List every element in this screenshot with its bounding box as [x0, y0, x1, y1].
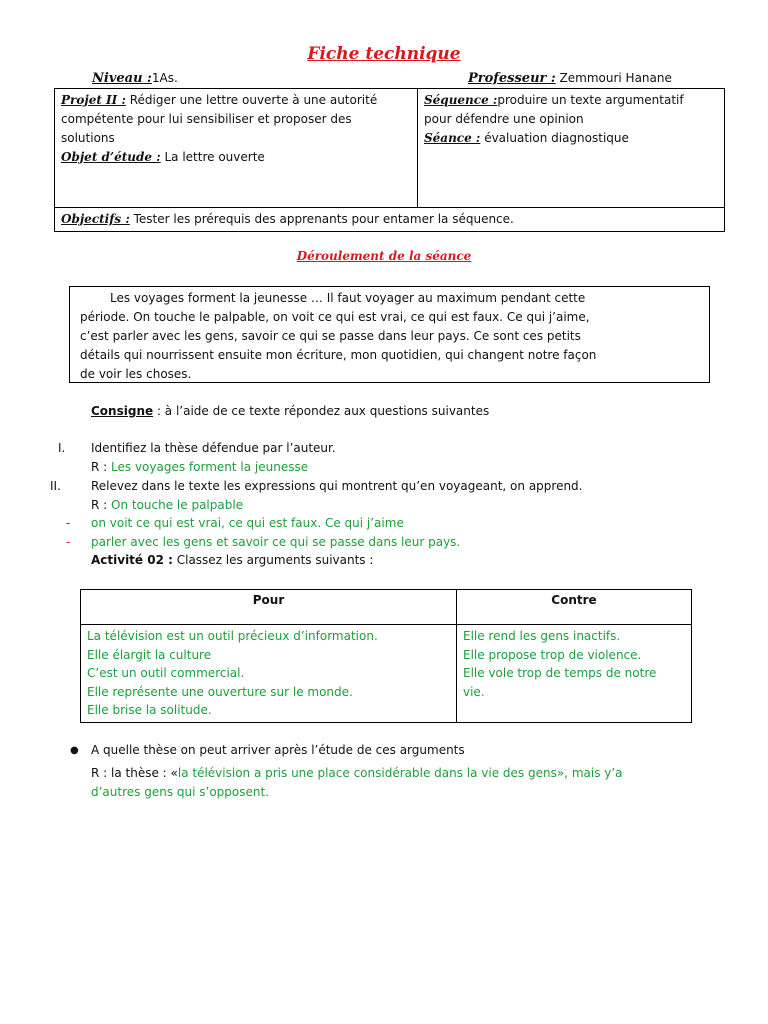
q1-answer: Les voyages forment la jeunesse — [111, 460, 309, 474]
niveau-label: Niveau : — [92, 71, 152, 86]
page-title: Fiche technique — [307, 44, 461, 64]
text-line: période. On touche le palpable, on voit ce qui est vrai, ce qui est faux. Ce qui j’aime, — [80, 310, 590, 324]
final-answer-line — [91, 764, 623, 783]
seance-value: évaluation diagnostique — [484, 131, 629, 145]
final-question: A quelle thèse on peut arriver après l’étude de ces arguments — [91, 743, 465, 757]
q2-r-label: R : — [91, 498, 112, 512]
pour-item: C’est un outil commercial. — [87, 666, 245, 680]
objectifs-value: Tester les prérequis des apprenants pour entamer la séquence. — [133, 212, 514, 226]
q1-question: Identifiez la thèse défendue par l’auteur. — [91, 441, 336, 455]
text-line: Les voyages forment la jeunesse … Il faut voyager au maximum pendant cette — [110, 291, 586, 305]
text-box — [69, 286, 710, 383]
consigne-line — [91, 402, 489, 421]
pour-item: Elle représente une ouverture sur le monde. — [87, 684, 353, 699]
q1-number: I. — [58, 441, 66, 455]
text-line: de voir les choses. — [80, 367, 192, 381]
sequence-label: Séquence : — [424, 93, 498, 107]
q1-r-label: R : — [91, 460, 112, 474]
q2-answer: On touche le palpable — [111, 498, 244, 512]
consigne-text: : à l’aide de ce texte répondez aux questions suivantes — [153, 404, 490, 418]
final-answer-1: la télévision a pris une place considérable dans la vie des gens», mais y’a — [177, 766, 623, 780]
pour-item: Elle élargit la culture — [87, 647, 212, 662]
dash-marker: - — [66, 516, 71, 530]
q2-dash-item: parler avec les gens et savoir ce qui se passe dans leur pays. — [91, 535, 461, 549]
projet-line-2: solutions — [61, 131, 115, 145]
objectifs-label: Objectifs : — [61, 212, 130, 226]
contre-item: vie. — [463, 684, 485, 699]
objet-label: Objet d’étude : — [61, 150, 161, 164]
activite-label: Activité 02 : — [91, 553, 173, 567]
projet-line-1: compétente pour lui sensibiliser et proposer des — [61, 112, 352, 126]
contre-cell — [457, 625, 692, 723]
q2-question: Relevez dans le texte les expressions qui montrent qu’en voyageant, on apprend. — [91, 479, 583, 493]
professeur-label: Professeur : — [468, 71, 556, 86]
contre-item: Elle vole trop de temps de notre — [463, 666, 657, 680]
final-answer-2: d’autres gens qui s’opposent. — [91, 785, 270, 799]
niveau-line — [92, 69, 178, 88]
q2-dash-item: on voit ce qui est vrai, ce qui est faux. Ce qui j’aime — [91, 516, 404, 530]
contre-item: Elle rend les gens inactifs. — [463, 629, 621, 643]
projet-label: Projet II : — [61, 93, 126, 107]
activite-line — [91, 551, 373, 570]
info-table — [54, 88, 725, 232]
contre-header: Contre — [457, 590, 692, 625]
professeur-value: Zemmouri Hanane — [559, 71, 672, 85]
text-line: détails qui nourrissent ensuite mon écriture, mon quotidien, qui changent notre façon — [80, 348, 597, 362]
pour-cell — [81, 625, 457, 723]
pour-header: Pour — [81, 590, 457, 625]
contre-item: Elle propose trop de violence. — [463, 647, 642, 662]
activite-text: Classez les arguments suivants : — [172, 553, 374, 567]
bullet-marker: ● — [70, 745, 79, 756]
projet-line-0: Rédiger une lettre ouverte à une autorité — [129, 93, 378, 107]
arguments-table — [80, 589, 692, 723]
niveau-value: 1As. — [151, 71, 178, 85]
sequence-line-1: pour défendre une opinion — [424, 112, 584, 126]
deroulement-heading: Déroulement de la séance — [296, 249, 472, 263]
q2-number: II. — [50, 479, 61, 493]
pour-item: La télévision est un outil précieux d’information. — [87, 629, 378, 643]
consigne-label: Consigne — [91, 404, 154, 418]
sequence-cell — [418, 89, 725, 208]
sequence-line-0: produire un texte argumentatif — [497, 93, 684, 107]
seance-label: Séance : — [424, 131, 481, 145]
text-line: c’est parler avec les gens, savoir ce qui se passe dans leur pays. Ce sont ces petits — [80, 329, 581, 343]
projet-cell — [55, 89, 418, 208]
objectifs-cell — [55, 208, 725, 232]
q2-answer-line — [91, 496, 243, 515]
professeur-line — [468, 69, 672, 88]
objet-value: La lettre ouverte — [164, 150, 265, 164]
final-r-label: R : la thèse : « — [91, 766, 178, 780]
dash-marker: - — [66, 535, 71, 549]
q1-answer-line — [91, 458, 308, 477]
pour-item: Elle brise la solitude. — [87, 703, 212, 717]
